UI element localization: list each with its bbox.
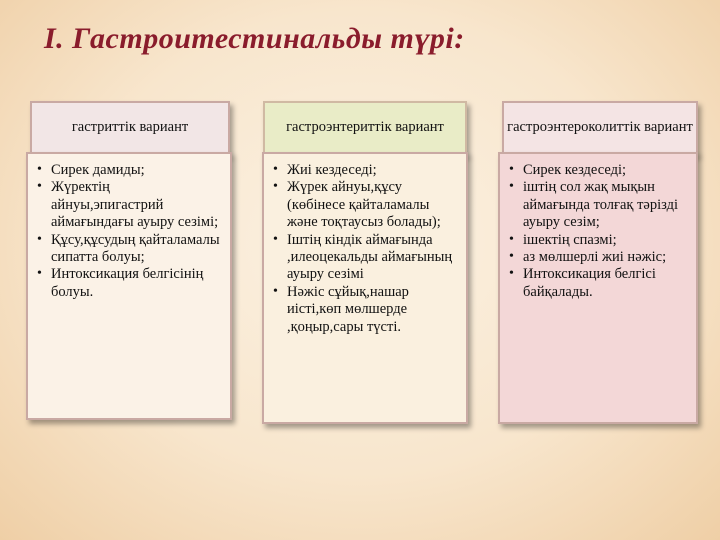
- symptom-list: [506, 162, 690, 301]
- column-body: [262, 152, 468, 424]
- slide-title: І. Гастроитестинальды түрі:: [44, 22, 465, 55]
- column-header: гастриттік вариант: [30, 101, 230, 155]
- list-item: • Құсу,құсудың қайталамалы сипатта болуы;: [34, 232, 224, 267]
- list-item: • Жүректің айнуы,эпигастрий аймағындағы ауыру сезімі;: [34, 179, 224, 231]
- list-item: • Сирек кездеседі;: [506, 162, 690, 179]
- list-item: • Сирек дамиды;: [34, 162, 224, 179]
- symptom-list: [270, 162, 460, 336]
- list-item: • Интоксикация белгісі байқалады.: [506, 266, 690, 301]
- list-item: • Нәжіс сұйық,нашар иісті,көп мөлшерде ,қоңыр,сары түсті.: [270, 284, 460, 336]
- list-item: • Интоксикация белгісінің болуы.: [34, 266, 224, 301]
- column-header: гастроэнтероколиттік вариант: [502, 101, 698, 155]
- list-item: • Жүрек айнуы,құсу (көбінесе қайталамалы және тоқтаусыз болады);: [270, 179, 460, 231]
- list-item: • Жиі кездеседі;: [270, 162, 460, 179]
- symptom-list: [34, 162, 224, 301]
- column-body: [26, 152, 232, 420]
- column-body: [498, 152, 698, 424]
- list-item: • ішектің спазмі;: [506, 232, 690, 249]
- column-header: гастроэнтериттік вариант: [263, 101, 467, 155]
- list-item: • Іштің кіндік аймағында ,илеоцекальды аймағының ауыру сезімі: [270, 232, 460, 284]
- list-item: • іштің сол жақ мықын аймағында толғақ тәрізді ауыру сезім;: [506, 179, 690, 231]
- list-item: • аз мөлшерлі жиі нәжіс;: [506, 249, 690, 266]
